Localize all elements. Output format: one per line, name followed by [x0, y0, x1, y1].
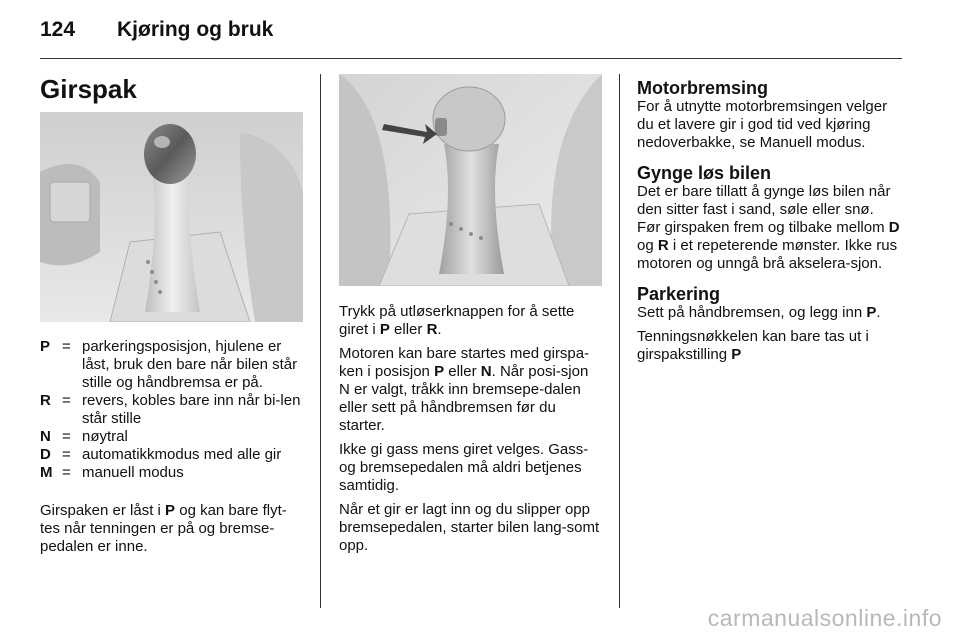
legend-equals: = [62, 446, 71, 463]
motorbremsing-text: For å utnytte motorbremsingen velger du et lavere gir i god tid ved kjøring nedoverbakke, se Manuell modus. [637, 98, 888, 151]
motorbremsing-title: Motorbremsing [637, 78, 769, 98]
no-throttle-paragraph: Ikke gi gass mens giret velges. Gass- og bremsepedalen må aldri betjenes samtidig. [339, 441, 589, 494]
bold-run: R [426, 321, 438, 338]
header-rule [40, 58, 902, 59]
legend-equals: = [62, 464, 71, 481]
legend-row-r [40, 392, 304, 428]
text-run: Motoren kan bare startes med girspa-ken i posisjon [339, 345, 590, 380]
release-button-illustration [339, 74, 602, 286]
gynge-text-2 [637, 219, 907, 273]
legend-description: manuell modus [82, 464, 184, 481]
bold-run: P [731, 346, 742, 363]
motorbremsing-section [637, 78, 907, 152]
legend-row-p [40, 338, 304, 392]
bold-run: R [657, 237, 669, 254]
page-header [40, 18, 902, 50]
chapter-title: Kjøring og bruk [117, 18, 274, 41]
bold-run: P [165, 502, 176, 519]
text-run: Før girspaken frem og tilbake mellom [637, 219, 889, 236]
column-3 [637, 74, 907, 375]
legend-description: automatikkmodus med alle gir [82, 446, 282, 463]
legend-key: P [40, 338, 51, 355]
text-run: og [637, 237, 658, 254]
text-run: . [437, 321, 442, 338]
text-run: . Når posi-sjon N er valgt, tråkk inn bremsepe-dalen eller sett på håndbremsen før du starter. [339, 363, 589, 434]
legend-key: N [40, 428, 51, 445]
text-run: i et repeterende mønster. Ikke rus motoren og unngå brå akselera-sjon. [637, 237, 898, 272]
text-run: Trykk på utløserknappen for å sette giret i [339, 303, 575, 338]
gear-positions-legend [40, 338, 304, 482]
column-divider-2 [619, 74, 620, 608]
page-number: 124 [40, 18, 76, 41]
text-run: . [876, 304, 881, 321]
text-run: eller [444, 363, 481, 380]
parkering-text-1 [637, 304, 907, 322]
bold-run: P [866, 304, 877, 321]
gear-lever-photo [40, 112, 303, 322]
section-title: Girspak [40, 74, 137, 104]
engine-start-paragraph [339, 345, 603, 435]
legend-key: M [40, 464, 53, 481]
watermark: carmanualsonline.info [707, 605, 942, 631]
bold-run: N [480, 363, 492, 380]
gynge-section [637, 163, 907, 273]
release-button-paragraph [339, 303, 603, 339]
bold-run: P [434, 363, 445, 380]
text-run: Girspaken er låst i [40, 502, 166, 519]
legend-equals: = [62, 338, 71, 355]
column-divider-1 [320, 74, 321, 608]
column-2 [339, 74, 603, 561]
legend-equals: = [62, 428, 71, 445]
column-1 [40, 74, 304, 562]
bold-run: D [888, 219, 900, 236]
gynge-text-1: Det er bare tillatt å gynge løs bilen når den sitter fast i sand, søle eller snø. [637, 183, 891, 218]
legend-equals: = [62, 392, 71, 409]
text-run: og kan bare flyt-tes når tenningen er på og bremse-pedalen er inne. [40, 502, 287, 555]
text-run: Tenningsnøkkelen kan bare tas ut i girspakstilling [637, 328, 869, 363]
text-run: eller [389, 321, 427, 338]
legend-description: parkeringsposisjon, hjulene er låst, bruk den bare når bilen står stille og håndbremsa er på. [82, 338, 298, 391]
legend-row-n [40, 428, 304, 446]
legend-description: revers, kobles bare inn når bi-len står stille [82, 392, 301, 427]
lever-lock-paragraph [40, 502, 304, 556]
parkering-text-2 [637, 328, 907, 364]
parkering-title: Parkering [637, 284, 721, 304]
parkering-section [637, 284, 907, 364]
gear-lever-illustration [40, 112, 303, 322]
gynge-title: Gynge løs bilen [637, 163, 772, 183]
legend-row-m [40, 464, 304, 482]
legend-key: R [40, 392, 51, 409]
legend-row-d [40, 446, 304, 464]
bold-run: P [379, 321, 390, 338]
release-button-photo [339, 74, 602, 286]
legend-description: nøytral [82, 428, 128, 445]
creep-paragraph: Når et gir er lagt inn og du slipper opp bremsepedalen, starter bilen lang-somt opp. [339, 501, 600, 554]
text-run: Sett på håndbremsen, og legg inn [637, 304, 867, 321]
legend-key: D [40, 446, 51, 463]
